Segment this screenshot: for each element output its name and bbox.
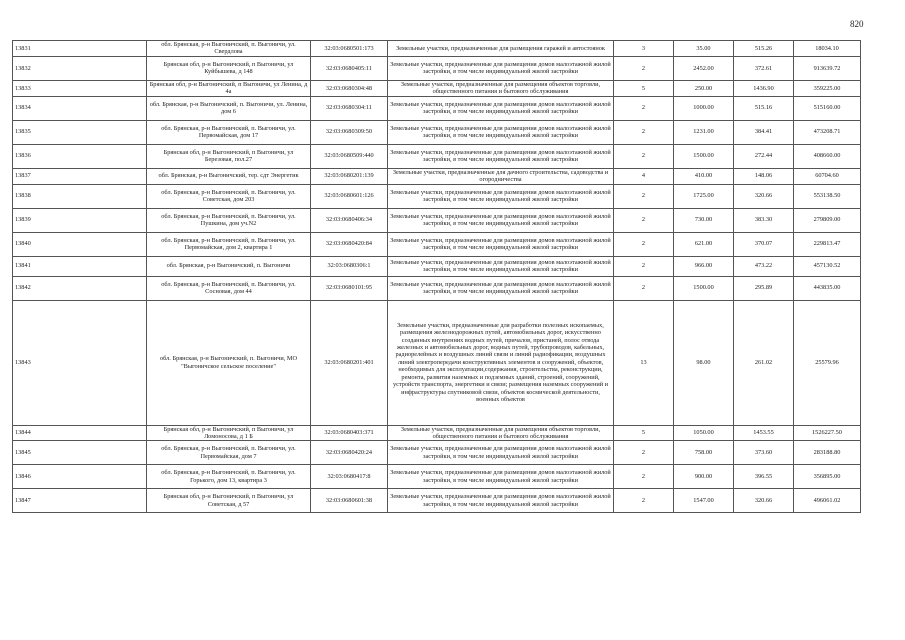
cadastral-number-cell: 32:03:0680405:11 <box>311 56 388 80</box>
group-cell: 2 <box>614 276 674 300</box>
table-row <box>13 120 861 144</box>
row-number: 13843 <box>13 300 147 425</box>
area-cell: 1000.00 <box>674 96 734 120</box>
cadastral-value-cell: 279809.00 <box>794 208 861 232</box>
group-cell: 5 <box>614 80 674 96</box>
group-cell: 2 <box>614 56 674 80</box>
table-row <box>13 56 861 80</box>
rate-cell: 272.44 <box>734 144 794 168</box>
cadastral-number-cell: 32:03:0680304:11 <box>311 96 388 120</box>
cadastral-value-cell: 473208.71 <box>794 120 861 144</box>
rate-cell: 370.07 <box>734 232 794 256</box>
table-row <box>13 208 861 232</box>
table-row <box>13 41 861 57</box>
area-cell: 758.00 <box>674 441 734 465</box>
cadastral-number-cell: 32:03:0680306:1 <box>311 256 388 276</box>
rate-cell: 383.30 <box>734 208 794 232</box>
cadastral-number-cell: 32:03:0680304:48 <box>311 80 388 96</box>
land-use-cell: Земельные участки, предназначенные для размещения домов малоэтажной жилой застройки, в том числе индивидуальной жилой застройки <box>388 184 614 208</box>
cadastral-number-cell: 32:03:0680601:38 <box>311 489 388 513</box>
address-cell: обл. Брянская, р-н Выгоничский, п. Выгоничи, ул. Ленина, дом 6 <box>147 96 311 120</box>
cadastral-number-cell: 32:03:0680201:401 <box>311 300 388 425</box>
land-use-cell: Земельные участки, предназначенные для размещения домов малоэтажной жилой застройки, в том числе индивидуальной жилой застройки <box>388 232 614 256</box>
land-use-cell: Земельные участки, предназначенные для размещения объектов торговли, общественного питания и бытового обслуживания <box>388 80 614 96</box>
page-number: 820 <box>850 19 864 29</box>
cadastral-value-cell: 553138.50 <box>794 184 861 208</box>
land-use-cell: Земельные участки, предназначенные для размещения гаражей и автостоянок <box>388 41 614 57</box>
row-number: 13837 <box>13 168 147 184</box>
group-cell: 4 <box>614 168 674 184</box>
rate-cell: 372.61 <box>734 56 794 80</box>
address-cell: Брянская обл, р-н Выгоничский, п Выгоничи, ул Куйбышева, д 148 <box>147 56 311 80</box>
group-cell: 2 <box>614 208 674 232</box>
table-row <box>13 441 861 465</box>
table-row <box>13 465 861 489</box>
rate-cell: 320.66 <box>734 489 794 513</box>
land-use-cell: Земельные участки, предназначенные для размещения домов малоэтажной жилой застройки, в том числе индивидуальной жилой застройки <box>388 489 614 513</box>
cadastral-value-cell: 18034.10 <box>794 41 861 57</box>
group-cell: 2 <box>614 256 674 276</box>
land-use-cell: Земельные участки, предназначенные для размещения домов малоэтажной жилой застройки, в том числе индивидуальной жилой застройки <box>388 208 614 232</box>
land-use-cell: Земельные участки, предназначенные для размещения домов малоэтажной жилой застройки, в том числе индивидуальной жилой застройки <box>388 144 614 168</box>
row-number: 13841 <box>13 256 147 276</box>
address-cell: обл. Брянская, р-н Выгоничский, п. Выгоничи, ул. Горького, дом 13, квартира 3 <box>147 465 311 489</box>
area-cell: 1725.00 <box>674 184 734 208</box>
rate-cell: 1436.90 <box>734 80 794 96</box>
cadastral-value-cell: 283188.80 <box>794 441 861 465</box>
cadastral-number-cell: 32:03:0680101:95 <box>311 276 388 300</box>
cadastral-value-cell: 25579.96 <box>794 300 861 425</box>
area-cell: 1231.00 <box>674 120 734 144</box>
table-row <box>13 144 861 168</box>
row-number: 13845 <box>13 441 147 465</box>
area-cell: 1050.00 <box>674 425 734 441</box>
cadastral-value-cell: 1526227.50 <box>794 425 861 441</box>
address-cell: Брянская обл, р-н Выгоничский, п Выгоничи, ул Березовая, пол.27 <box>147 144 311 168</box>
address-cell: Брянская обл, р-н Выгоничский, п Выгоничи, ул Ломоносова, д 1 Б <box>147 425 311 441</box>
group-cell: 2 <box>614 489 674 513</box>
table-row <box>13 256 861 276</box>
table-row <box>13 96 861 120</box>
land-use-cell: Земельные участки, предназначенные для размещения домов малоэтажной жилой застройки, в том числе индивидуальной жилой застройки <box>388 276 614 300</box>
address-cell: обл. Брянская, р-н Выгоничский, п. Выгоничи, ул. Советская, дом 203 <box>147 184 311 208</box>
row-number: 13836 <box>13 144 147 168</box>
area-cell: 98.00 <box>674 300 734 425</box>
group-cell: 2 <box>614 232 674 256</box>
land-use-cell: Земельные участки, предназначенные для размещения домов малоэтажной жилой застройки, в том числе индивидуальной жилой застройки <box>388 56 614 80</box>
rate-cell: 384.41 <box>734 120 794 144</box>
table-row <box>13 168 861 184</box>
rate-cell: 261.02 <box>734 300 794 425</box>
land-use-cell: Земельные участки, предназначенные для размещения домов малоэтажной жилой застройки, в том числе индивидуальной жилой застройки <box>388 441 614 465</box>
land-use-cell: Земельные участки, предназначенные для дачного строительства, садоводства и огородничества <box>388 168 614 184</box>
area-cell: 966.00 <box>674 256 734 276</box>
area-cell: 410.00 <box>674 168 734 184</box>
rate-cell: 515.16 <box>734 96 794 120</box>
address-cell: обл. Брянская, р-н Выгоничский, п. Выгоничи, ул. Первомайская, дом 2, квартира 1 <box>147 232 311 256</box>
row-number: 13833 <box>13 80 147 96</box>
group-cell: 2 <box>614 184 674 208</box>
cadastral-value-cell: 359225.00 <box>794 80 861 96</box>
group-cell: 2 <box>614 96 674 120</box>
row-number: 13835 <box>13 120 147 144</box>
table-row <box>13 276 861 300</box>
address-cell: Брянская обл, р-н Выгоничский, п Выгоничи, ул Советская, д 57 <box>147 489 311 513</box>
land-use-cell: Земельные участки, предназначенные для размещения домов малоэтажной жилой застройки, в том числе индивидуальной жилой застройки <box>388 465 614 489</box>
land-use-cell: Земельные участки, предназначенные для размещения домов малоэтажной жилой застройки, в том числе индивидуальной жилой застройки <box>388 256 614 276</box>
rate-cell: 396.55 <box>734 465 794 489</box>
group-cell: 2 <box>614 465 674 489</box>
cadastral-value-cell: 408660.00 <box>794 144 861 168</box>
row-number: 13846 <box>13 465 147 489</box>
address-cell: обл. Брянская, р-н Выгоничский, п. Выгоничи, ул. Сосновая, дом 44 <box>147 276 311 300</box>
area-cell: 35.00 <box>674 41 734 57</box>
rate-cell: 473.22 <box>734 256 794 276</box>
address-cell: обл. Брянская, р-н Выгоничский, п. Выгоничи <box>147 256 311 276</box>
rate-cell: 320.66 <box>734 184 794 208</box>
land-use-cell: Земельные участки, предназначенные для разработки полезных ископаемых, размещения железнодорожных путей, автомобильных дорог, искусственно созданных внутренних водных путей, причалов, пристаней, полос отвода железных и автомобильных дорог, водных путей, трубопроводов, кабельных, радиорелейных и воздушных линий связи и линий радиофикации, воздушных линий электропередачи конструктивных элементов и сооружений, объектов, необходимых для эксплуатации,содержания, строительства, реконструкции, ремонта, развития наземных и подземных зданий, строений, сооружений, устройств транспорта, энергетики и связи; размещения наземных сооружений и инфраструктуры спутниковой связи, объектов космической деятельности, военных объектов <box>388 300 614 425</box>
cadastral-number-cell: 32:03:0680509:440 <box>311 144 388 168</box>
rate-cell: 148.06 <box>734 168 794 184</box>
cadastral-value-cell: 515160.00 <box>794 96 861 120</box>
row-number: 13847 <box>13 489 147 513</box>
cadastral-value-cell: 60704.60 <box>794 168 861 184</box>
area-cell: 730.00 <box>674 208 734 232</box>
cadastral-value-table <box>12 40 861 513</box>
group-cell: 2 <box>614 144 674 168</box>
land-use-cell: Земельные участки, предназначенные для размещения домов малоэтажной жилой застройки, в том числе индивидуальной жилой застройки <box>388 120 614 144</box>
rate-cell: 373.60 <box>734 441 794 465</box>
area-cell: 621.00 <box>674 232 734 256</box>
cadastral-number-cell: 32:03:0680309:50 <box>311 120 388 144</box>
row-number: 13834 <box>13 96 147 120</box>
cadastral-number-cell: 32:03:0680406:34 <box>311 208 388 232</box>
cadastral-number-cell: 32:03:0680417:8 <box>311 465 388 489</box>
table-row <box>13 425 861 441</box>
rate-cell: 1453.55 <box>734 425 794 441</box>
table-row <box>13 80 861 96</box>
row-number: 13842 <box>13 276 147 300</box>
row-number: 13832 <box>13 56 147 80</box>
row-number: 13838 <box>13 184 147 208</box>
cadastral-value-cell: 356895.00 <box>794 465 861 489</box>
land-use-cell: Земельные участки, предназначенные для размещения домов малоэтажной жилой застройки, в том числе индивидуальной жилой застройки <box>388 96 614 120</box>
area-cell: 1547.00 <box>674 489 734 513</box>
rate-cell: 515.26 <box>734 41 794 57</box>
cadastral-value-cell: 443835.00 <box>794 276 861 300</box>
address-cell: Брянская обл, р-н Выгоничский, п Выгоничи, ул Ленина, д 4а <box>147 80 311 96</box>
row-number: 13831 <box>13 41 147 57</box>
cadastral-value-cell: 457130.52 <box>794 256 861 276</box>
address-cell: обл. Брянская, р-н Выгоничский, п. Выгоничи, ул. Первомайская, дом 17 <box>147 120 311 144</box>
group-cell: 2 <box>614 120 674 144</box>
row-number: 13844 <box>13 425 147 441</box>
table-row <box>13 300 861 425</box>
group-cell: 3 <box>614 41 674 57</box>
address-cell: обл. Брянская, р-н Выгоничский, п. Выгоничи, ул. Свердлова <box>147 41 311 57</box>
area-cell: 1500.00 <box>674 144 734 168</box>
land-use-cell: Земельные участки, предназначенные для размещения объектов торговли, общественного питания и бытового обслуживания <box>388 425 614 441</box>
cadastral-number-cell: 32:03:0680420:24 <box>311 441 388 465</box>
cadastral-number-cell: 32:03:0680201:139 <box>311 168 388 184</box>
group-cell: 5 <box>614 425 674 441</box>
area-cell: 1500.00 <box>674 276 734 300</box>
row-number: 13840 <box>13 232 147 256</box>
table-row <box>13 489 861 513</box>
area-cell: 250.00 <box>674 80 734 96</box>
address-cell: обл. Брянская, р-н Выгоничский, тер. сдт Энергетик <box>147 168 311 184</box>
address-cell: обл. Брянская, р-н Выгоничский, п. Выгоничи, ул. Первомайская, дом 7 <box>147 441 311 465</box>
address-cell: обл. Брянская, р-н Выгоничский, п. Выгоничи, МО "Выгоничское сельское поселение" <box>147 300 311 425</box>
area-cell: 900.00 <box>674 465 734 489</box>
group-cell: 2 <box>614 441 674 465</box>
table-row <box>13 184 861 208</box>
group-cell: 13 <box>614 300 674 425</box>
cadastral-number-cell: 32:03:0680420:84 <box>311 232 388 256</box>
rate-cell: 295.89 <box>734 276 794 300</box>
cadastral-value-cell: 229813.47 <box>794 232 861 256</box>
cadastral-number-cell: 32:03:0680403:371 <box>311 425 388 441</box>
area-cell: 2452.00 <box>674 56 734 80</box>
cadastral-value-cell: 913639.72 <box>794 56 861 80</box>
cadastral-number-cell: 32:03:0680501:173 <box>311 41 388 57</box>
table-row <box>13 232 861 256</box>
address-cell: обл. Брянская, р-н Выгоничский, п. Выгоничи, ул. Пушкина, дом уч.N2 <box>147 208 311 232</box>
row-number: 13839 <box>13 208 147 232</box>
cadastral-value-cell: 496061.02 <box>794 489 861 513</box>
cadastral-number-cell: 32:03:0680601:126 <box>311 184 388 208</box>
